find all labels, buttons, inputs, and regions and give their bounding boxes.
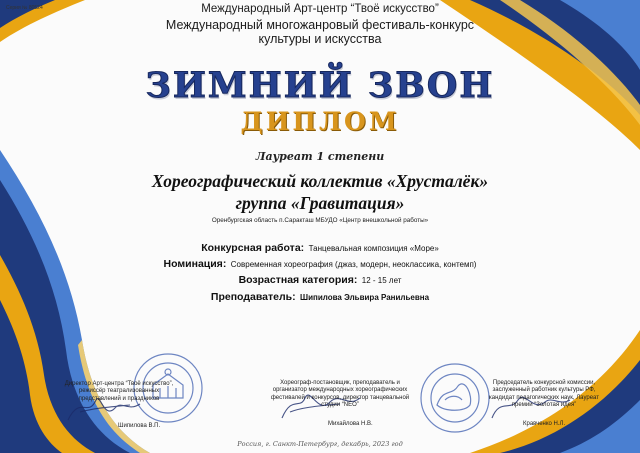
left-signatory-name: Шипилова В.П.: [118, 423, 161, 429]
age-category-label: Возрастная категория:: [238, 274, 358, 286]
right-stamp-icon: [421, 364, 489, 432]
right-signatory-title: Председатель конкурсной комиссии, заслуженный работник культуры РФ, кандидат педагогических наук, Лауреат премии “Золотая идея”: [488, 380, 600, 408]
nomination-label: Номинация:: [163, 258, 227, 270]
competition-work-value: Танцевальная композиция «Море»: [308, 244, 439, 253]
teacher-value: Шипилова Эльвира Ранильевна: [300, 293, 430, 302]
competition-work-label: Конкурсная работа:: [201, 242, 305, 254]
laureate-degree: Лауреат 1 степени: [255, 150, 385, 163]
right-signatory-name: Кравченко Н.Л.: [523, 421, 566, 427]
collective-name: Хореографический коллектив «Хрусталёк» группа «Гравитация»: [151, 171, 489, 213]
teacher-label: Преподаватель:: [210, 291, 296, 303]
left-signatory-title: Директор Арт-центра “Твоё искусство”, режиссёр театрализованных представлений и праздников: [64, 381, 174, 402]
diploma-title: ДИПЛОМ: [240, 107, 400, 136]
organizer-line: Международный Арт-центр “Твоё искусство”: [201, 3, 439, 15]
festival-type-line: Международный многожанровый фестиваль-конкурс: [165, 18, 475, 32]
serial-number: Серия № 80524: [6, 5, 43, 11]
age-category-value: 12 - 15 лет: [361, 276, 402, 285]
center-signatory-title: Хореограф-постановщик, преподаватель и организатор международных хореографических фестивалей и конкурсов, директор танцевальной студии “NEO”: [270, 380, 410, 408]
location-line: Оренбургская область п.Саракташ МБУДО «Центр внешкольной работы»: [211, 217, 429, 224]
festival-type-line-2: культуры и искусства: [258, 32, 382, 46]
nomination-value: Современная хореография (джаз, модерн, неоклассика, контемп): [230, 260, 477, 269]
footer-place-date: Россия, г. Санкт-Петербург, декабрь, 2023 год: [237, 440, 403, 448]
festival-name: ЗИМНИЙ ЗВОН: [145, 65, 495, 106]
center-signatory-name: Михайлова Н.В.: [328, 421, 373, 427]
